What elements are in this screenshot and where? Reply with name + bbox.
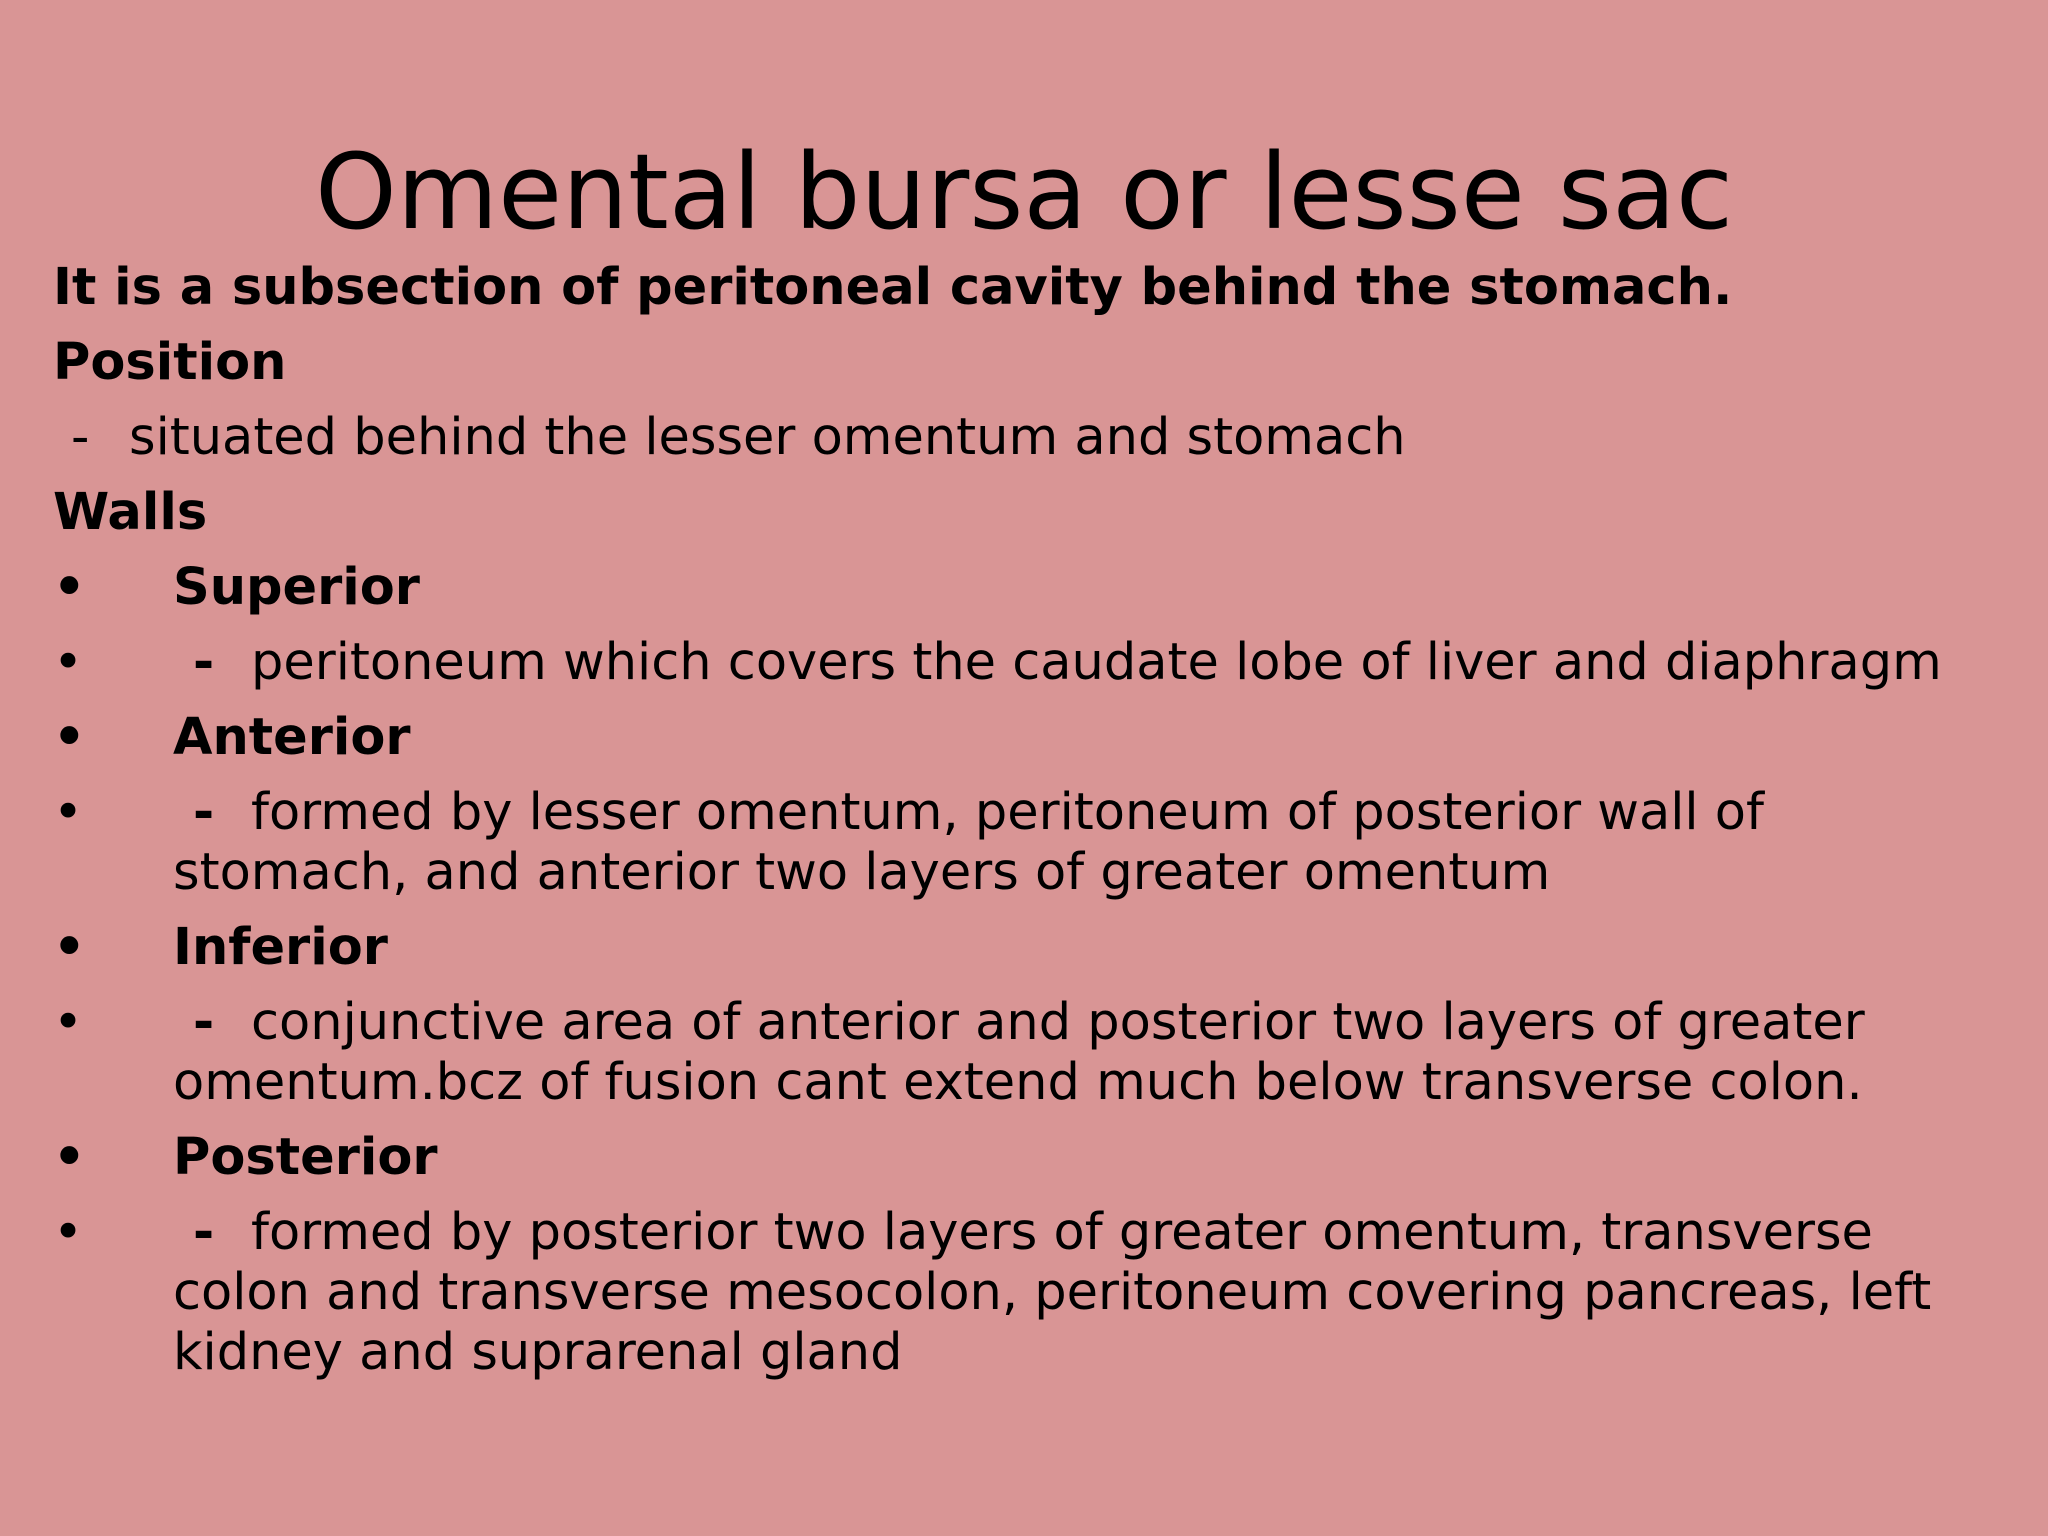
bullet-icon: •: [53, 1203, 84, 1262]
wall-text: peritoneum which covers the caudate lobe of liver and diaphragm: [251, 633, 1942, 692]
bullet-icon: •: [53, 1128, 86, 1187]
wall-name: Anterior: [173, 708, 411, 767]
bullet-icon: •: [53, 783, 84, 842]
wall-name: Inferior: [173, 918, 388, 977]
bullet-icon: •: [53, 993, 84, 1052]
wall-name: Superior: [173, 558, 420, 617]
wall-superior-description: [53, 633, 1973, 693]
position-item: [53, 408, 1973, 468]
position-text: situated behind the lesser omentum and stomach: [129, 408, 1406, 467]
intro-text: It is a subsection of peritoneal cavity behind the stomach.: [53, 258, 1733, 317]
walls-heading: Walls: [53, 483, 208, 542]
dash-marker: -: [193, 783, 215, 842]
dash-marker: -: [193, 993, 215, 1052]
slide-title: Omental bursa or lesse sac: [314, 131, 1733, 253]
wall-name: Posterior: [173, 1128, 438, 1187]
wall-anterior-heading: [53, 708, 1973, 768]
dash-marker: -: [193, 633, 215, 692]
wall-text: formed by lesser omentum, peritoneum of posterior wall of stomach, and anterior two layers of greater omentum: [173, 783, 1764, 902]
dash-marker: -: [71, 408, 90, 467]
wall-inferior-heading: [53, 918, 1973, 978]
wall-text: conjunctive area of anterior and posterior two layers of greater omentum.bcz of fusion cant extend much below transverse colon.: [173, 993, 1865, 1112]
bullet-icon: •: [53, 708, 86, 767]
wall-anterior-description: [53, 783, 1973, 903]
wall-superior-heading: [53, 558, 1973, 618]
bullet-icon: •: [53, 918, 86, 977]
dash-marker: -: [193, 1203, 215, 1262]
slide-body: [53, 258, 1973, 1398]
wall-posterior-heading: [53, 1128, 1973, 1188]
wall-posterior-description: [53, 1203, 1973, 1383]
bullet-icon: •: [53, 633, 84, 692]
wall-text: formed by posterior two layers of greater omentum, transverse colon and transverse mesocolon, peritoneum covering pancreas, left kidney and suprarenal gland: [173, 1203, 1932, 1382]
bullet-icon: •: [53, 558, 86, 617]
position-heading: Position: [53, 333, 287, 392]
wall-inferior-description: [53, 993, 1973, 1113]
